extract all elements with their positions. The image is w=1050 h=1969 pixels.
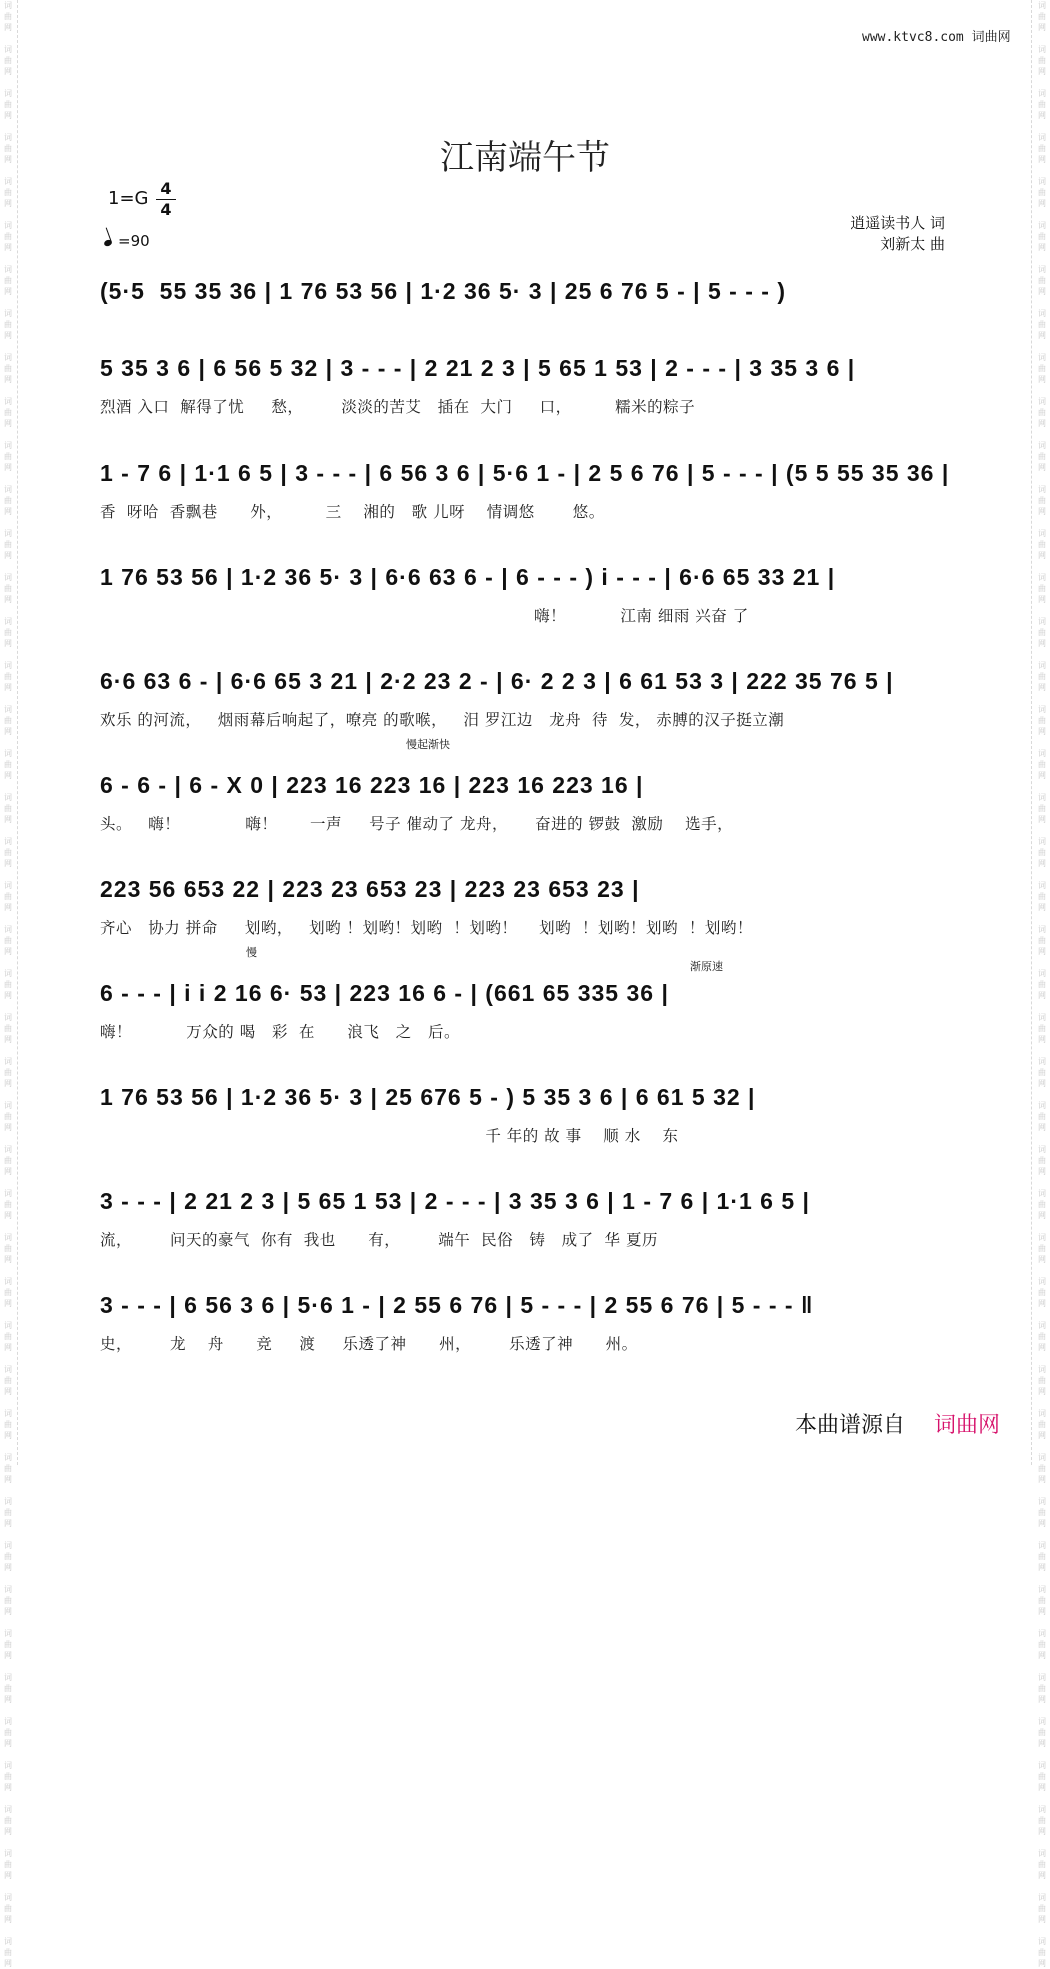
site-url: www.ktvc8.com	[862, 30, 964, 45]
notation-line: 3 - - - | 6 56 3 6 | 5·6 1 - | 2 55 6 76 | 5 - - - | 2 55 6 76 | 5 - - - ‖	[100, 1292, 814, 1318]
notation-line: 1 - 7 6 | 1·1 6 5 | 3 - - - | 6 56 3 6 | 5·6 1 - | 2 5 6 76 | 5 - - - | (5 5 55 35 36 |	[100, 460, 950, 486]
lyric-line: 千 年的 故 事 顺 水 东	[100, 1127, 679, 1145]
quarter-note-icon	[103, 239, 113, 247]
lyric-line: 史， 龙 舟 竞 渡 乐透了神 州， 乐透了神 州。	[100, 1335, 638, 1353]
right-watermark-strip: 词 曲 网 词 曲 网 词 曲 网 词 曲 网 词 曲 网 词 曲 网 词 曲 网 词 曲 网 词 曲 网 词 曲 网 词 曲 网 词 曲 网 词 曲 网 词 曲 网 词 曲 网 词 曲 网 词 曲 网 词 曲 网 词 曲 网 词 曲 网 词 曲 网 词 曲 网 词 曲 网 词 曲 网 词 曲 网 词 曲 网 词 曲 网 词 曲 网 词 曲 网 词 曲 网 词 曲 网 词 曲 网 词 曲 网 词 曲 网 词 曲 网 词 曲 网 词 曲 网 词 曲 网 词 曲 网 词 曲 网 词 曲 网 词 曲 网 词 曲 网 词 曲 网 词 曲 网	[1038, 1, 1046, 1968]
song-title: 江南端午节	[440, 138, 610, 178]
lyric-line: 嗨！ 万众的 喝 彩 在 浪飞 之 后。	[100, 1023, 460, 1041]
key-signature: 1=G	[108, 188, 149, 209]
lyric-line: 香 呀哈 香飘巷 外， 三 湘的 歌 儿呀 情调悠 悠。	[100, 503, 605, 521]
time-bottom: 4	[160, 200, 172, 219]
lyricist-credit: 逍遥读书人 词	[850, 214, 945, 232]
lyric-line: 头。 嗨！ 嗨！ 一声 号子 催动了 龙舟， 奋进的 锣鼓 激励 选手，	[100, 815, 734, 833]
notation-line: 1 76 53 56 | 1·2 36 5· 3 | 25 676 5 - ) 5 35 3 6 | 6 61 5 32 |	[100, 1084, 756, 1110]
expression-mark: 慢起渐快	[406, 738, 450, 751]
left-watermark-strip: 词 曲 网 词 曲 网 词 曲 网 词 曲 网 词 曲 网 词 曲 网 词 曲 网 词 曲 网 词 曲 网 词 曲 网 词 曲 网 词 曲 网 词 曲 网 词 曲 网 词 曲 网 词 曲 网 词 曲 网 词 曲 网 词 曲 网 词 曲 网 词 曲 网 词 曲 网 词 曲 网 词 曲 网 词 曲 网 词 曲 网 词 曲 网 词 曲 网 词 曲 网 词 曲 网 词 曲 网 词 曲 网 词 曲 网 词 曲 网 词 曲 网 词 曲 网 词 曲 网 词 曲 网 词 曲 网 词 曲 网 词 曲 网 词 曲 网 词 曲 网 词 曲 网 词 曲 网	[4, 1, 12, 1968]
notation-line: 1 76 53 56 | 1·2 36 5· 3 | 6·6 63 6 - | 6 - - - ) i - - - | 6·6 65 33 21 |	[100, 564, 836, 590]
notation-line: 223 56 653 22 | 223 23 653 23 | 223 23 653 23 |	[100, 876, 640, 902]
left-margin-line	[17, 0, 19, 1465]
lyric-line: 齐心 协力 拼命 划哟， 划哟 ！划哟！划哟 ！划哟！ 划哟 ！划哟！划哟 ！划哟！	[100, 919, 753, 937]
footer-site-name: 词曲网	[934, 1413, 1001, 1438]
notation-line: 3 - - - | 2 21 2 3 | 5 65 1 53 | 2 - - - | 3 35 3 6 | 1 - 7 6 | 1·1 6 5 |	[100, 1188, 810, 1214]
time-signature	[156, 180, 176, 219]
lyric-line: 嗨！ 江南 细雨 兴奋 了	[100, 607, 749, 625]
lyric-line: 欢乐 的河流， 烟雨幕后响起了，嘹亮 的歌喉， 汨 罗江边 龙舟 待 发， 赤膊的汉子挺立潮	[100, 711, 785, 729]
footer-source-text: 本曲谱源自	[795, 1413, 906, 1438]
right-margin-line	[1031, 0, 1033, 1465]
notation-line: (5·5 55 35 36 | 1 76 53 56 | 1·2 36 5· 3 | 25 6 76 5 - | 5 - - - )	[100, 278, 786, 304]
expression-mark: 渐原速	[690, 960, 723, 973]
tempo-marking	[104, 232, 150, 250]
site-header	[862, 26, 1011, 45]
notation-line: 6·6 63 6 - | 6·6 65 3 21 | 2·2 23 2 - | 6· 2 2 3 | 6 61 53 3 | 222 35 76 5 |	[100, 668, 894, 694]
lyric-line	[100, 318, 952, 340]
site-name: 词曲网	[971, 30, 1011, 45]
notation-line: 5 35 3 6 | 6 56 5 32 | 3 - - - | 2 21 2 3 | 5 65 1 53 | 2 - - - | 3 35 3 6 |	[100, 355, 856, 381]
composer-credit: 刘新太 曲	[880, 235, 945, 253]
tempo-value: =90	[118, 232, 150, 250]
expression-mark: 慢	[246, 946, 257, 959]
lyric-line: 烈酒 入口 解得了忧 愁， 淡淡的苦艾 插在 大门 口， 糯米的粽子	[100, 398, 696, 416]
lyric-line: 流， 问天的豪气 你有 我也 有， 端午 民俗 铸 成了 华 夏历	[100, 1231, 658, 1249]
time-top: 4	[160, 179, 172, 198]
notation-line: 6 - - - | i i 2 16 6· 53 | 223 16 6 - | (661 65 335 36 |	[100, 980, 669, 1006]
notation-line: 6 - 6 - | 6 - X 0 | 223 16 223 16 | 223 16 223 16 |	[100, 772, 644, 798]
